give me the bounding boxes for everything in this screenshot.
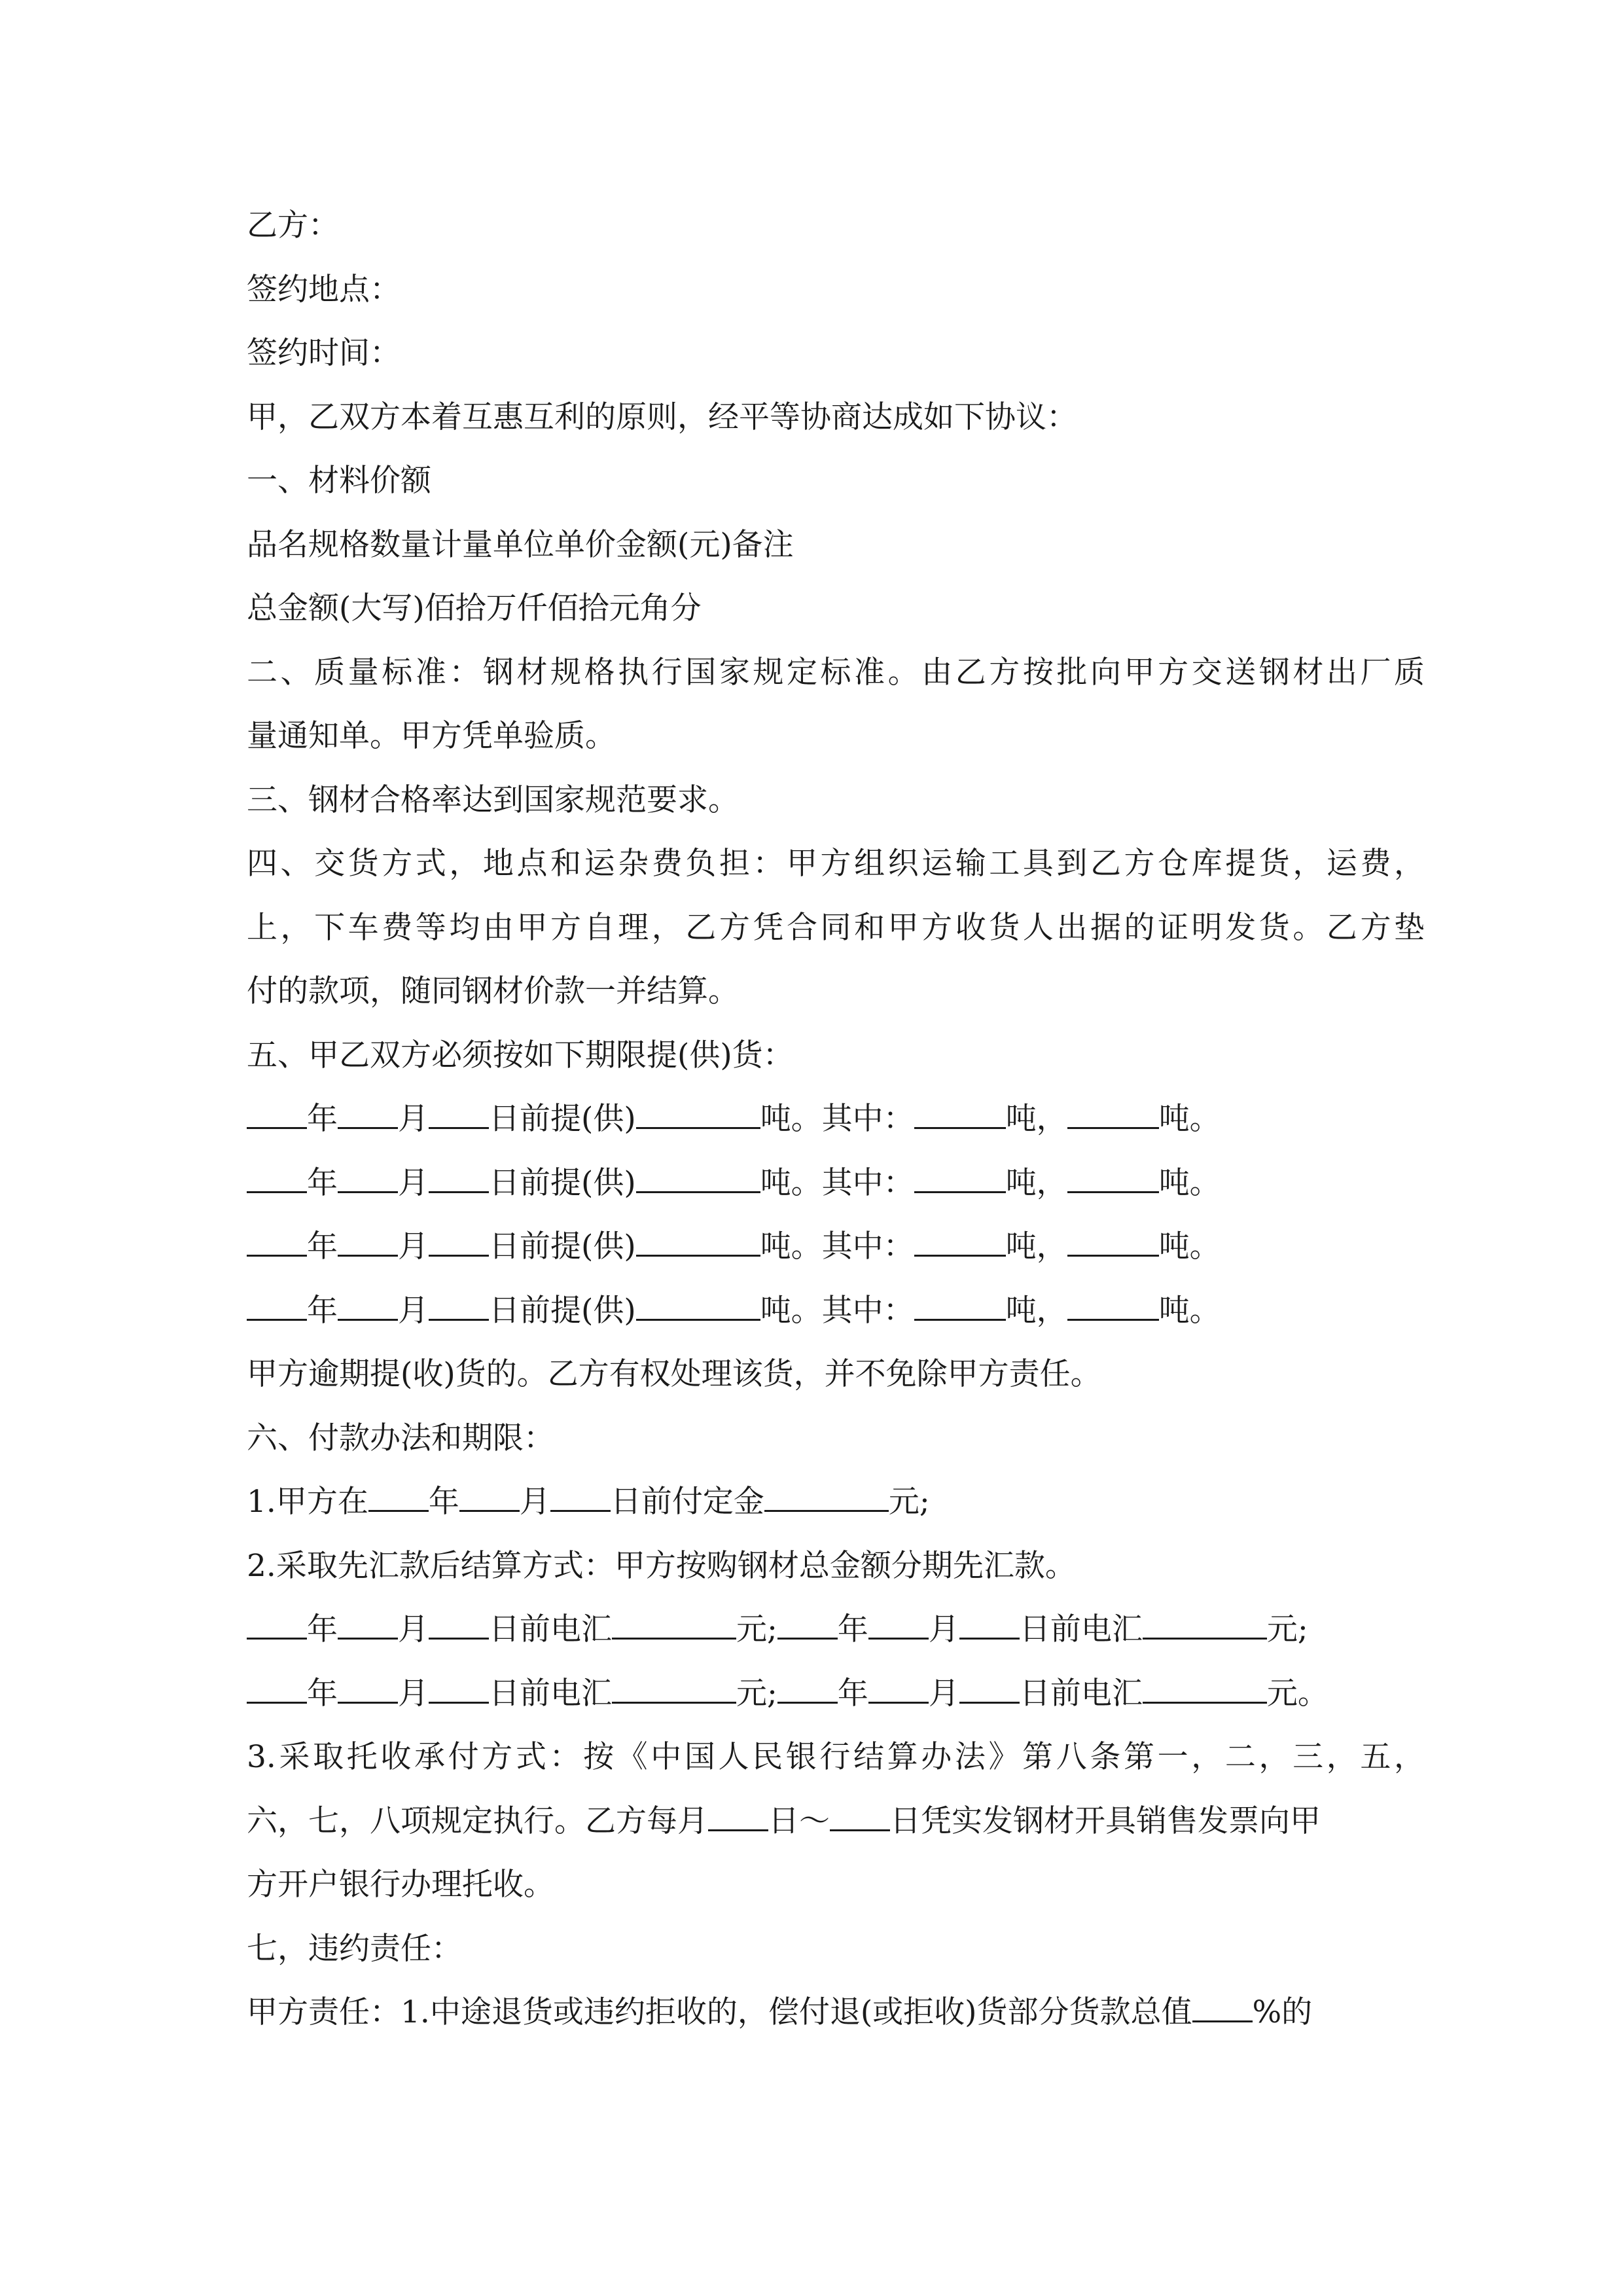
blank-year[interactable]: [247, 1598, 307, 1640]
preamble: 甲，乙双方本着互惠互利的原则，经平等协商达成如下协议：: [247, 399, 1077, 435]
blank-tons-total[interactable]: [636, 1152, 760, 1193]
section-7-heading: 七，违约责任：: [247, 1930, 462, 1967]
section-4-line-1: 四、交货方式，地点和运杂费负担：甲方组织运输工具到乙方仓库提货，运费，: [247, 846, 1425, 882]
blank-day[interactable]: [429, 1215, 489, 1257]
section-4-line-2: 上，下车费等均由甲方自理，乙方凭合同和甲方收货人出据的证明发货。乙方垫: [247, 909, 1425, 946]
blank-day[interactable]: [429, 1662, 489, 1704]
section-1-heading: 一、材料价额: [247, 463, 431, 499]
blank-amount[interactable]: [1143, 1662, 1267, 1704]
blank-percent[interactable]: [1192, 1981, 1253, 2022]
party-b-label: 乙方：: [247, 207, 339, 243]
blank-tons-b[interactable]: [1067, 1280, 1159, 1321]
blank-day[interactable]: [550, 1471, 611, 1512]
overdue-clause: 甲方逾期提(收)货的。乙方有权处理该货，并不免除甲方责任。: [247, 1356, 1101, 1392]
blank-month[interactable]: [338, 1215, 398, 1257]
blank-year[interactable]: [247, 1088, 307, 1129]
blank-year[interactable]: [777, 1598, 838, 1640]
payment-3-line-3: 方开户银行办理托收。: [247, 1867, 554, 1903]
blank-month[interactable]: [338, 1088, 398, 1129]
section-6-heading: 六、付款办法和期限：: [247, 1420, 554, 1456]
blank-year[interactable]: [777, 1662, 838, 1704]
payment-3-line-2: 六，七，八项规定执行。乙方每月 日～ 日凭实发钢材开具销售发票向甲: [247, 1789, 1425, 1854]
blank-day[interactable]: [959, 1662, 1020, 1704]
section-5-heading: 五、甲乙双方必须按如下期限提(供)货：: [247, 1037, 794, 1073]
blank-tons-a[interactable]: [914, 1280, 1006, 1321]
blank-year[interactable]: [247, 1152, 307, 1193]
blank-tons-total[interactable]: [636, 1215, 760, 1257]
blank-day[interactable]: [429, 1280, 489, 1321]
remit-row-1: 年 月 日前电汇 元; 年 月 日前电汇 元;: [247, 1598, 1425, 1662]
delivery-row: 年 月 日前提(供) 吨。其中： 吨， 吨。: [247, 1087, 1425, 1151]
contract-body: [247, 194, 1425, 2045]
section-2-line-1: 二、质量标准：钢材规格执行国家规定标准。由乙方按批向甲方交送钢材出厂质: [247, 654, 1425, 691]
blank-day[interactable]: [429, 1152, 489, 1193]
delivery-row: 年 月 日前提(供) 吨。其中： 吨， 吨。: [247, 1279, 1425, 1343]
blank-month[interactable]: [868, 1662, 929, 1704]
blank-month[interactable]: [459, 1471, 520, 1512]
blank-month[interactable]: [868, 1598, 929, 1640]
blank-month[interactable]: [338, 1598, 398, 1640]
blank-amount[interactable]: [612, 1662, 736, 1704]
blank-tons-total[interactable]: [636, 1280, 760, 1321]
total-amount-line: 总金额(大写)佰拾万仟佰拾元角分: [247, 590, 702, 626]
blank-tons-a[interactable]: [914, 1215, 1006, 1257]
signing-place-label: 签约地点：: [247, 271, 401, 308]
blank-day[interactable]: [429, 1598, 489, 1640]
blank-tons-total[interactable]: [636, 1088, 760, 1129]
blank-day-from[interactable]: [708, 1790, 768, 1831]
blank-tons-b[interactable]: [1067, 1215, 1159, 1257]
blank-amount[interactable]: [612, 1598, 736, 1640]
remit-row-2: 年 月 日前电汇 元; 年 月 日前电汇 元。: [247, 1662, 1425, 1726]
delivery-row: 年 月 日前提(供) 吨。其中： 吨， 吨。: [247, 1151, 1425, 1215]
blank-day[interactable]: [959, 1598, 1020, 1640]
blank-month[interactable]: [338, 1152, 398, 1193]
blank-tons-b[interactable]: [1067, 1152, 1159, 1193]
delivery-row: 年 月 日前提(供) 吨。其中： 吨， 吨。: [247, 1215, 1425, 1279]
signing-time-label: 签约时间：: [247, 335, 401, 371]
blank-deposit[interactable]: [764, 1471, 889, 1512]
material-table-header: 品名规格数量计量单位单价金额(元)备注: [247, 526, 794, 563]
section-2-line-2: 量通知单。甲方凭单验质。: [247, 718, 616, 754]
blank-tons-a[interactable]: [914, 1088, 1006, 1129]
blank-amount[interactable]: [1143, 1598, 1267, 1640]
payment-1: 1.甲方在 年 月 日前付定金 元;: [247, 1470, 1425, 1534]
blank-year[interactable]: [247, 1280, 307, 1321]
blank-year[interactable]: [368, 1471, 429, 1512]
blank-tons-a[interactable]: [914, 1152, 1006, 1193]
blank-year[interactable]: [247, 1662, 307, 1704]
blank-day-to[interactable]: [830, 1790, 890, 1831]
blank-month[interactable]: [338, 1662, 398, 1704]
payment-2: 2.采取先汇款后结算方式：甲方按购钢材总金额分期先汇款。: [247, 1547, 1076, 1584]
breach-line: 甲方责任：1.中途退货或违约拒收的，偿付退(或拒收)货部分货款总值 %的: [247, 1981, 1425, 2045]
payment-3-line-1: 3.采取托收承付方式：按《中国人民银行结算办法》第八条第一，二，三，五，: [247, 1739, 1425, 1775]
section-4-line-3: 付的款项，随同钢材价款一并结算。: [247, 973, 739, 1009]
blank-year[interactable]: [247, 1215, 307, 1257]
blank-tons-b[interactable]: [1067, 1088, 1159, 1129]
section-3: 三、钢材合格率达到国家规范要求。: [247, 781, 739, 818]
blank-month[interactable]: [338, 1280, 398, 1321]
blank-day[interactable]: [429, 1088, 489, 1129]
